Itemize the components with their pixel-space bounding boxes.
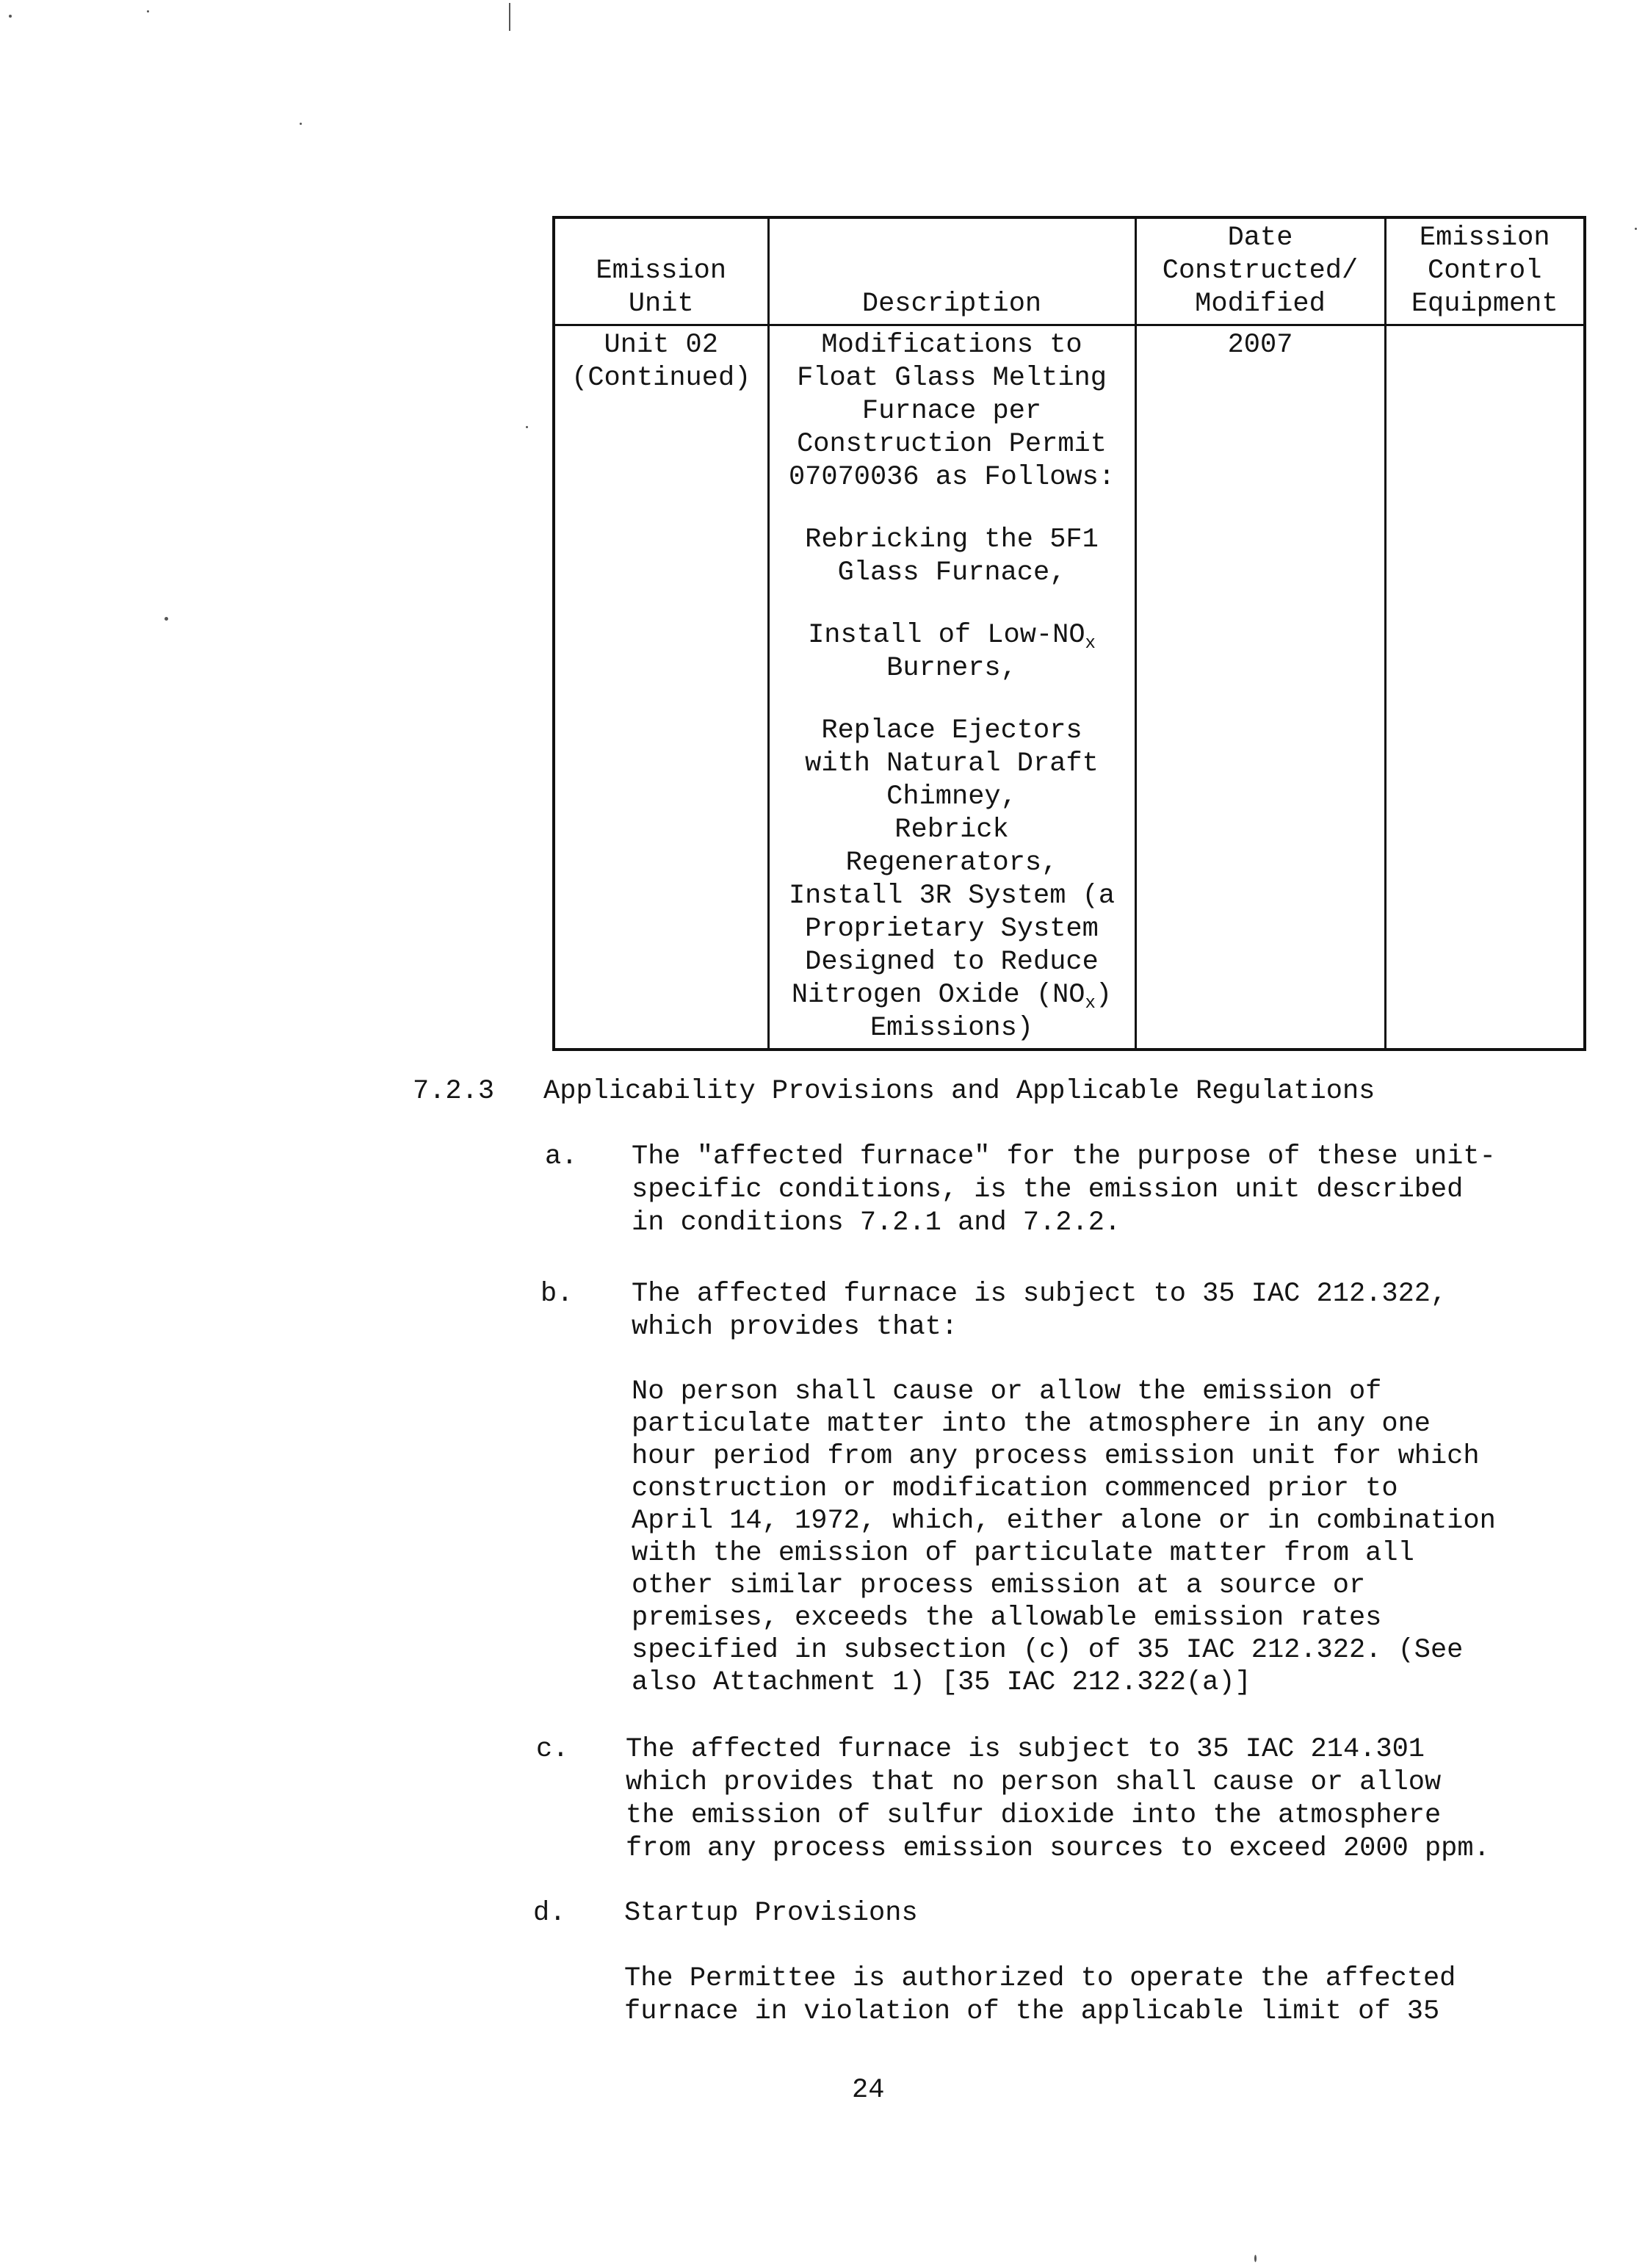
table-header-row	[554, 217, 1585, 325]
description-item-burners: Install of Low-$NO_x$ Burners,	[808, 620, 1096, 684]
emission-unit-table	[552, 216, 1586, 1051]
section-title: Applicability Provisions and Applicable Regulations	[543, 1076, 1375, 1107]
item-a-label: a.	[545, 1141, 578, 1172]
header-description: Description	[768, 217, 1135, 325]
item-b-text: The affected furnace is subject to 35 IAC 212.322, which provides that:	[632, 1279, 1447, 1343]
cell-description	[768, 325, 1135, 1050]
scan-speck	[300, 123, 302, 125]
description-intro: Modifications to Float Glass Melting Furnace per Construction Permit 07070036 as Follows:	[788, 330, 1116, 493]
scan-speck	[164, 617, 168, 621]
table-row	[554, 325, 1585, 1050]
item-b-quote: No person shall cause or allow the emission of particulate matter into the atmosphere in any one hour period from any process emission unit for which construction or modification commenced prior to April 14, 1972, which, either alone or in combination with the emission of particulate matter from all other similar process emission at a source or premises, exceeds the allowable emission rates specified in subsection (c) of 35 IAC 212.322. (See also Attachment 1) [35 IAC 212.322(a)]	[632, 1376, 1496, 1698]
scan-speck	[1254, 2255, 1257, 2262]
scan-speck	[9, 15, 12, 18]
item-b-label: b.	[540, 1279, 574, 1310]
cell-unit: Unit 02 (Continued)	[554, 325, 768, 1050]
scan-speck	[526, 426, 528, 428]
scan-mark	[509, 3, 510, 31]
item-c-label: c.	[536, 1734, 569, 1765]
header-emission-control: Emission Control Equipment	[1385, 217, 1585, 325]
cell-date: 2007	[1135, 325, 1385, 1050]
cell-control	[1385, 325, 1585, 1050]
item-d-label: d.	[533, 1898, 566, 1929]
item-c-text: The affected furnace is subject to 35 IAC 214.301 which provides that no person shall cause or allow the emission of sulfur dioxide into the atmosphere from any process emission sources to exceed 2000 ppm.	[626, 1734, 1490, 1864]
page-number: 24	[852, 2075, 885, 2106]
description-item-rebricking: Rebricking the 5F1 Glass Furnace,	[805, 524, 1099, 588]
item-d-text: The Permittee is authorized to operate the affected furnace in violation of the applicable limit of 35	[624, 1963, 1456, 2027]
header-emission-unit: Emission Unit	[554, 217, 768, 325]
header-date-constructed: Date Constructed/ Modified	[1135, 217, 1385, 325]
scan-speck	[147, 10, 149, 12]
section-number: 7.2.3	[413, 1076, 495, 1107]
description-item-ejectors: Replace Ejectors with Natural Draft Chimney, Rebrick Regenerators, Install 3R System (a Proprietary System Designed to Reduce Nitrogen Oxide $(NO_x)$ Emissions)	[788, 715, 1116, 1044]
item-d-title: Startup Provisions	[624, 1898, 918, 1929]
scan-speck	[1635, 228, 1637, 230]
item-a-text: The "affected furnace" for the purpose of these unit- specific conditions, is the emission unit described in conditions 7.2.1 and 7.2.2.	[632, 1141, 1496, 1238]
